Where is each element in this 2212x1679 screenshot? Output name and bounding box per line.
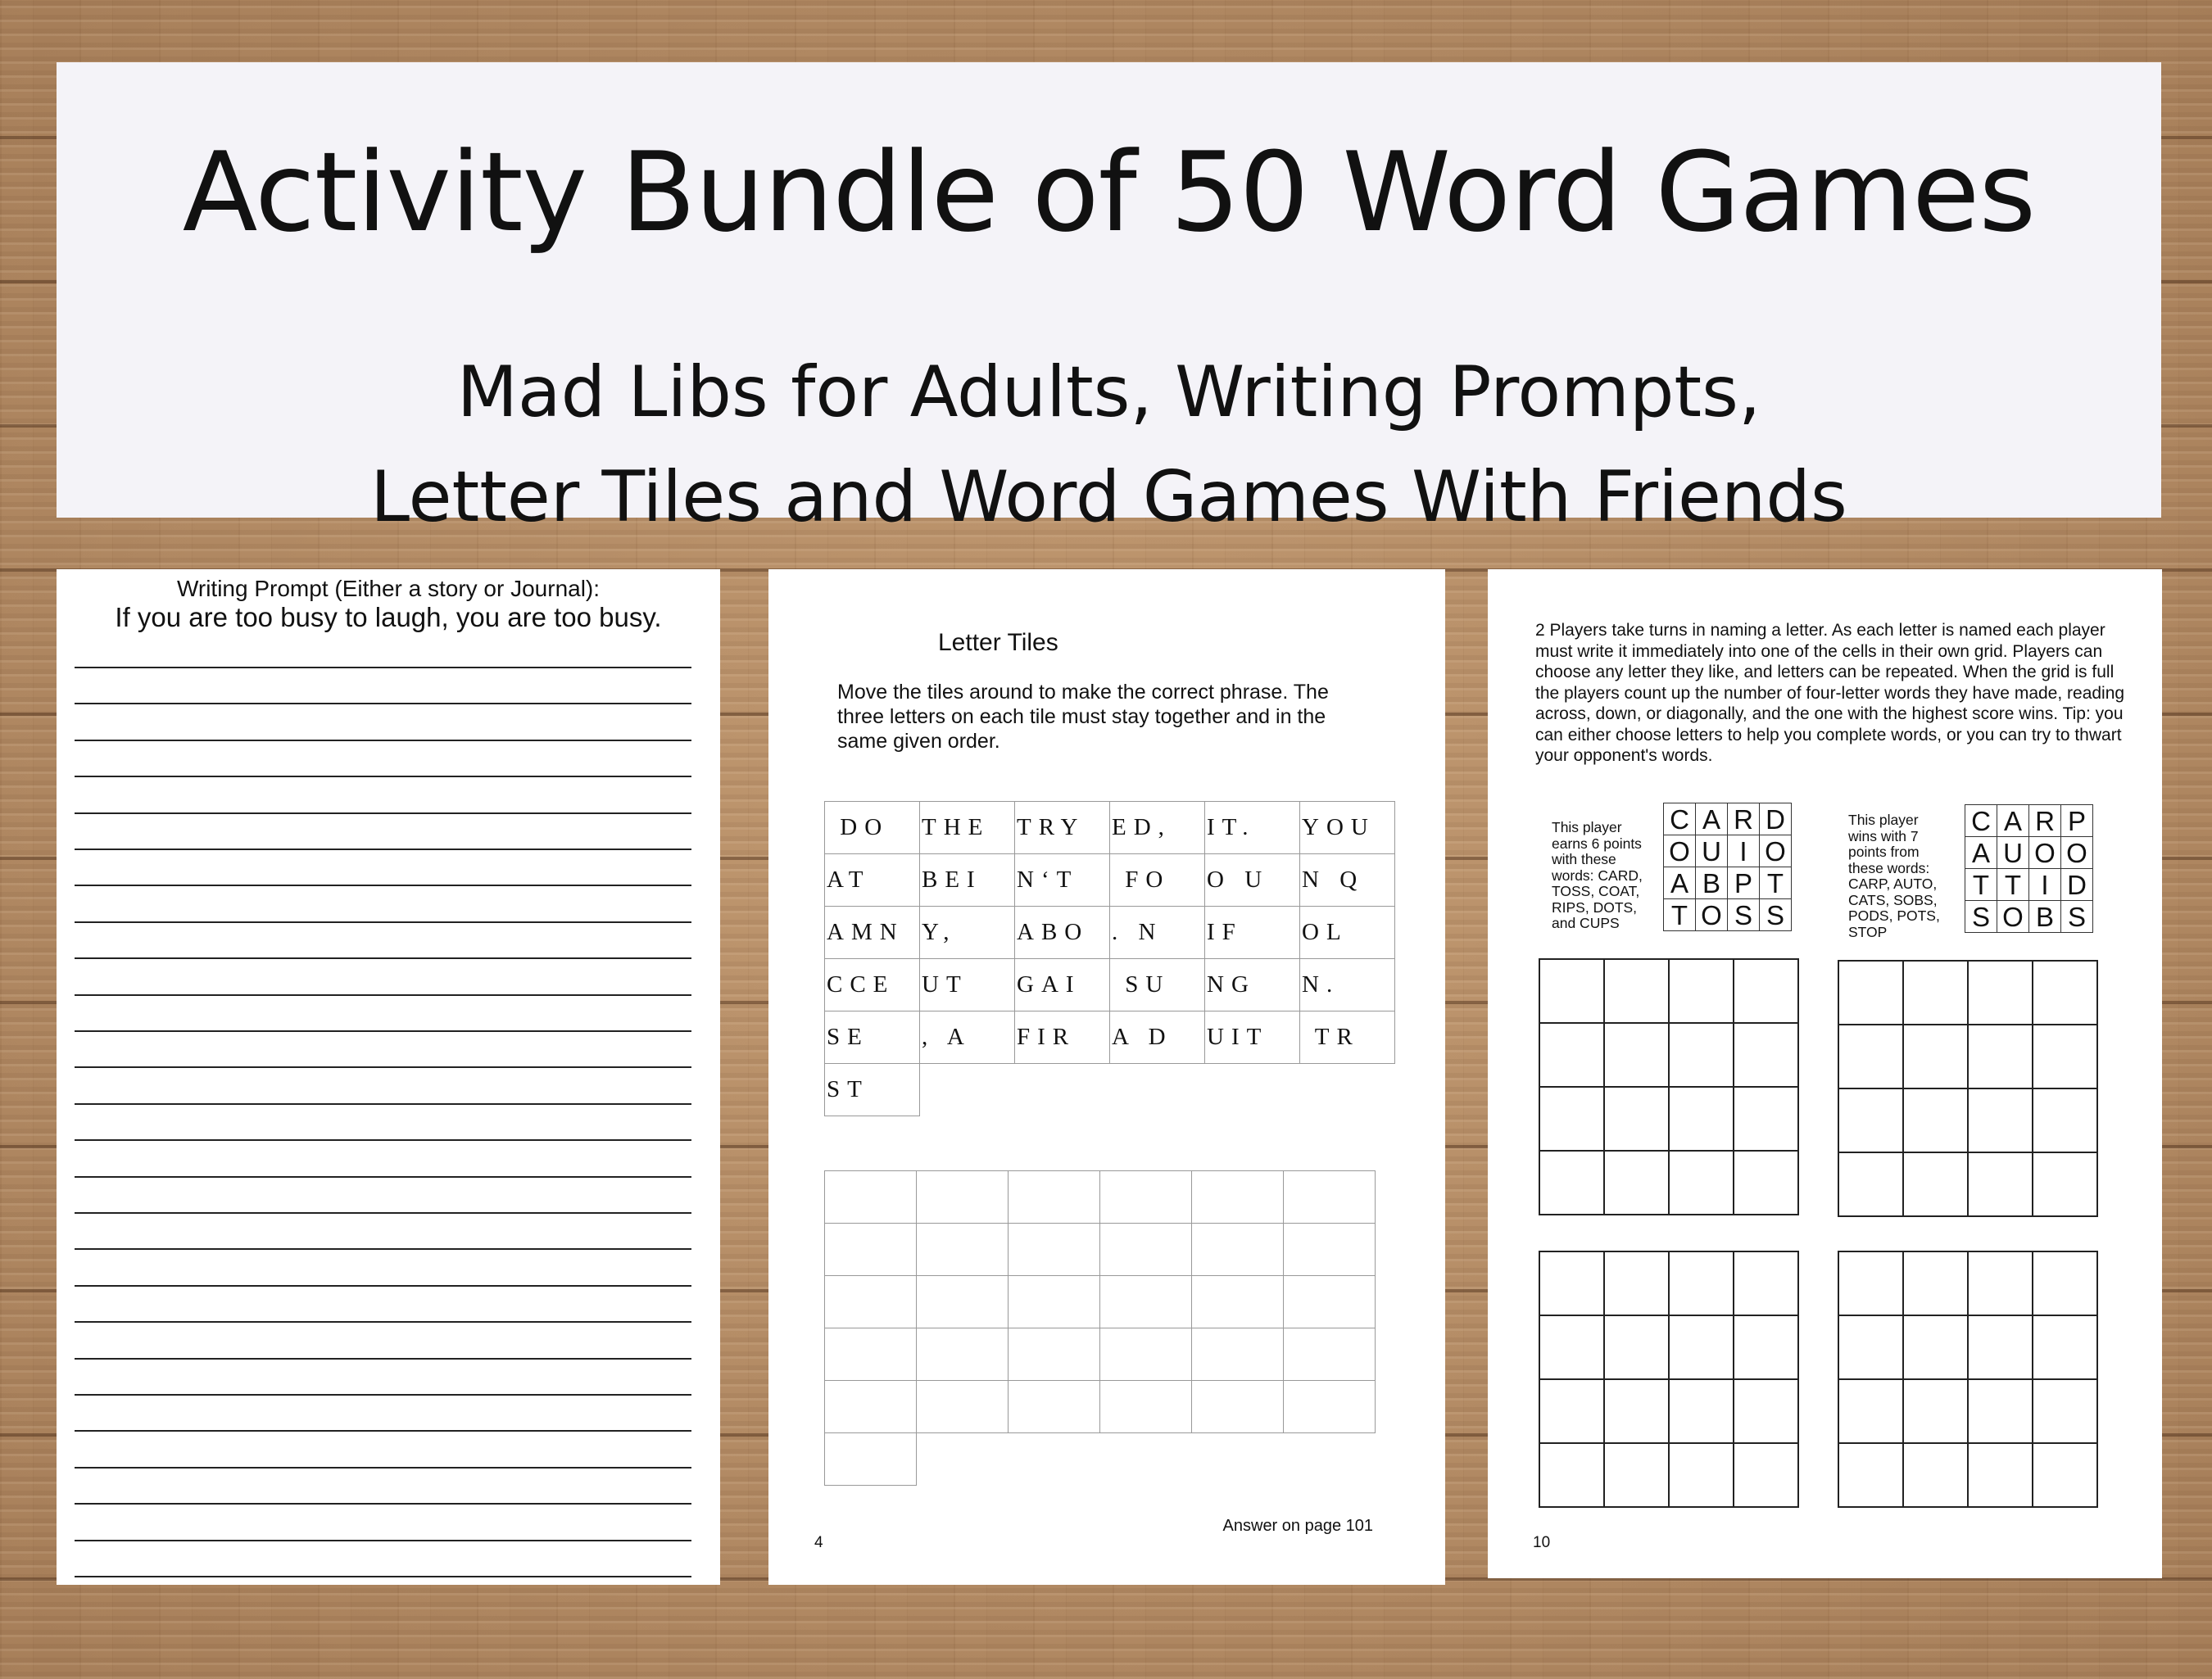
grid-cell [1903, 1025, 1968, 1088]
grid-cell [2033, 1152, 2097, 1216]
writing-line [75, 740, 691, 741]
example-row [1664, 835, 1792, 867]
letter-tile: Y, [920, 907, 1015, 959]
grid-cell [1838, 1152, 1903, 1216]
word-grid-game-page [1488, 569, 2162, 1578]
letter-tile: N‘T [1015, 854, 1110, 907]
grid-cell [1669, 1251, 1734, 1315]
tile-row [825, 854, 1395, 907]
writing-line [75, 812, 691, 814]
writing-line [75, 1139, 691, 1141]
letter-tiles-page [768, 569, 1445, 1585]
letter-tiles-instructions: Move the tiles around to make the correct phrase. The three letters on each tile must stay together and in the same given order. [837, 681, 1329, 753]
answer-cell [917, 1381, 1009, 1433]
answer-cell [1100, 1224, 1192, 1276]
letter-tiles-title: Letter Tiles [938, 629, 1058, 656]
answer-cell [1009, 1381, 1100, 1433]
grid-cell [1669, 1087, 1734, 1151]
answer-cell [825, 1381, 917, 1433]
answer-row [825, 1171, 1376, 1224]
grid-cell [1838, 1251, 1903, 1315]
example-letter-cell: O [1997, 901, 2029, 933]
letter-tile: CCE [825, 959, 920, 1011]
grid-cell [1539, 1087, 1604, 1151]
letter-tile: AT [825, 854, 920, 907]
subtitle-line-1: Mad Libs for Adults, Writing Prompts, [456, 351, 1761, 433]
grid-cell [1968, 1251, 2033, 1315]
answer-cell [1100, 1276, 1192, 1328]
writing-prompt-quote: If you are too busy to laugh, you are too busy. [115, 602, 662, 632]
grid-cell [2033, 1379, 2097, 1443]
grid-cell [1604, 1087, 1669, 1151]
tile-row [825, 907, 1395, 959]
answer-cell [1100, 1171, 1192, 1224]
example-letter-cell: T [1664, 899, 1696, 931]
example-letter-cell: S [1760, 899, 1792, 931]
grid-cell [1604, 1251, 1669, 1315]
grid-cell [1838, 1443, 1903, 1507]
answer-cell [825, 1224, 917, 1276]
grid-row [1539, 1251, 1798, 1315]
example-letter-cell: D [2061, 869, 2093, 901]
grid-cell [1734, 1443, 1798, 1507]
example-letter-cell: O [2061, 837, 2093, 869]
answer-cell [825, 1328, 917, 1381]
example-letter-cell: O [1696, 899, 1728, 931]
example-letter-cell: O [2029, 837, 2061, 869]
example-letter-cell: C [1965, 805, 1997, 837]
answer-cell [1192, 1276, 1284, 1328]
grid-cell [1734, 1251, 1798, 1315]
letter-tile: . N [1110, 907, 1205, 959]
answer-cell [1284, 1328, 1376, 1381]
example-letter-cell: I [1728, 835, 1760, 867]
letter-tile: SU [1110, 959, 1205, 1011]
example-1-caption: This player earns 6 points with these words: CARD, TOSS, COAT, RIPS, DOTS, and CUPS [1552, 819, 1643, 931]
grid-cell [1734, 1087, 1798, 1151]
answer-cell [825, 1171, 917, 1224]
page-number: 10 [1533, 1534, 1551, 1551]
tile-row [825, 959, 1395, 1011]
grid-cell [1838, 1379, 1903, 1443]
example-letter-cell: D [1760, 803, 1792, 835]
example-letter-cell: I [2029, 869, 2061, 901]
letter-tile: OL [1300, 907, 1395, 959]
writing-line [75, 1503, 691, 1505]
letter-tile: UT [920, 959, 1015, 1011]
grid-cell [1734, 959, 1798, 1023]
letter-tile: TRY [1015, 802, 1110, 854]
grid-cell [1968, 1379, 2033, 1443]
answer-cell [1192, 1328, 1284, 1381]
example-letter-cell: T [1965, 869, 1997, 901]
grid-cell [1968, 1443, 2033, 1507]
game-rules: 2 Players take turns in naming a letter. As each letter is named each player must write it immediately into one of the cells in their own grid. Players can choose any letter they like, and letters can be repeated. When the grid is full the players count up the number of four-letter words they have made, reading across, down, or diagonally, and the one with the highest score wins. Tip: you can either choose letters to help you complete words, or you can try to thwart your opponent's words. [1535, 621, 2125, 765]
letter-tile [1300, 1064, 1395, 1116]
example-letter-cell: U [1997, 837, 2029, 869]
letter-tile [920, 1064, 1015, 1116]
answer-cell [1100, 1381, 1192, 1433]
answer-cell [1284, 1276, 1376, 1328]
answer-cell [825, 1433, 917, 1486]
grid-cell [1734, 1151, 1798, 1215]
answer-row [825, 1433, 1376, 1486]
letter-tile: ST [825, 1064, 920, 1116]
example-letter-cell: A [1965, 837, 1997, 869]
letter-tile: , A [920, 1011, 1015, 1064]
example-row [1664, 899, 1792, 931]
answer-cell [917, 1328, 1009, 1381]
letter-tile: N. [1300, 959, 1395, 1011]
writing-line [75, 1467, 691, 1469]
letter-tile: FO [1110, 854, 1205, 907]
grid-cell [1903, 1315, 1968, 1379]
letter-tile: YOU [1300, 802, 1395, 854]
grid-cell [1968, 1025, 2033, 1088]
grid-cell [2033, 961, 2097, 1025]
grid-cell [1903, 961, 1968, 1025]
letter-tile: O U [1205, 854, 1300, 907]
grid-row [1838, 1251, 2097, 1315]
grid-cell [1539, 1443, 1604, 1507]
answer-row [825, 1224, 1376, 1276]
example-row [1965, 837, 2093, 869]
grid-cell [1669, 1023, 1734, 1087]
grid-row [1838, 1315, 2097, 1379]
answer-cell [1284, 1171, 1376, 1224]
grid-cell [1604, 1315, 1669, 1379]
grid-cell [1669, 1315, 1734, 1379]
grid-row [1838, 1379, 2097, 1443]
letter-tile: N Q [1300, 854, 1395, 907]
letter-tile: FIR [1015, 1011, 1110, 1064]
grid-cell [2033, 1315, 2097, 1379]
answer-cell [1009, 1224, 1100, 1276]
letter-tile: GAI [1015, 959, 1110, 1011]
player-grid-2 [1838, 960, 2098, 1217]
grid-row [1539, 1315, 1798, 1379]
example-row [1664, 803, 1792, 835]
grid-cell [2033, 1088, 2097, 1152]
grid-cell [1539, 1023, 1604, 1087]
grid-cell [1539, 1251, 1604, 1315]
writing-line [75, 1394, 691, 1396]
writing-line [75, 1358, 691, 1360]
example-letter-cell: S [2061, 901, 2093, 933]
grid-cell [1734, 1023, 1798, 1087]
grid-row [1539, 1379, 1798, 1443]
writing-line [75, 1066, 691, 1068]
letter-tile: IF [1205, 907, 1300, 959]
grid-row [1838, 1152, 2097, 1216]
grid-cell [1604, 1379, 1669, 1443]
grid-cell [1838, 1088, 1903, 1152]
answer-cell [1100, 1433, 1192, 1486]
grid-cell [1968, 1315, 2033, 1379]
example-row [1664, 867, 1792, 899]
letter-tile: AMN [825, 907, 920, 959]
example-letter-cell: B [1696, 867, 1728, 899]
player-grid-3 [1539, 1251, 1799, 1508]
grid-cell [1669, 1443, 1734, 1507]
grid-cell [1903, 1251, 1968, 1315]
grid-row [1539, 1087, 1798, 1151]
answer-cell [1009, 1171, 1100, 1224]
example-letter-cell: T [1760, 867, 1792, 899]
example-letter-cell: S [1728, 899, 1760, 931]
grid-cell [1539, 1315, 1604, 1379]
example-letter-cell: P [2061, 805, 2093, 837]
grid-cell [1968, 1088, 2033, 1152]
answer-cell [917, 1276, 1009, 1328]
letter-tile [1205, 1064, 1300, 1116]
tile-row [825, 1011, 1395, 1064]
writing-line [75, 1576, 691, 1577]
answer-cell [1192, 1224, 1284, 1276]
letter-tile: NG [1205, 959, 1300, 1011]
letter-tiles-grid [824, 801, 1395, 1116]
example-row [1965, 901, 2093, 933]
example-row [1965, 869, 2093, 901]
title-banner [57, 62, 2161, 538]
writing-line [75, 957, 691, 959]
writing-line [75, 703, 691, 704]
grid-cell [1734, 1379, 1798, 1443]
grid-cell [2033, 1443, 2097, 1507]
writing-line [75, 667, 691, 668]
letter-tile: SE [825, 1011, 920, 1064]
example-letter-cell: S [1965, 901, 1997, 933]
grid-row [1539, 1443, 1798, 1507]
grid-cell [1669, 959, 1734, 1023]
grid-row [1838, 1025, 2097, 1088]
letter-tile: DO [825, 802, 920, 854]
grid-cell [1903, 1152, 1968, 1216]
writing-line [75, 885, 691, 886]
writing-line [75, 1030, 691, 1032]
example-2-grid [1965, 804, 2093, 933]
answer-cell [1284, 1224, 1376, 1276]
player-grid-4 [1838, 1251, 2098, 1508]
writing-line [75, 994, 691, 996]
answer-cell [1009, 1328, 1100, 1381]
grid-cell [1604, 1023, 1669, 1087]
letter-tile [1015, 1064, 1110, 1116]
grid-cell [1539, 1151, 1604, 1215]
grid-cell [1838, 961, 1903, 1025]
grid-cell [1734, 1315, 1798, 1379]
main-title: Activity Bundle of 50 Word Games [182, 129, 2036, 256]
writing-line [75, 1103, 691, 1105]
writing-line [75, 1212, 691, 1214]
writing-line [75, 1321, 691, 1323]
answer-row [825, 1276, 1376, 1328]
grid-cell [1669, 1151, 1734, 1215]
letter-tile: ED, [1110, 802, 1205, 854]
grid-cell [1968, 961, 2033, 1025]
answer-cell [917, 1433, 1009, 1486]
letter-tile: IT. [1205, 802, 1300, 854]
example-letter-cell: P [1728, 867, 1760, 899]
letter-tile: BEI [920, 854, 1015, 907]
grid-cell [1903, 1379, 1968, 1443]
grid-cell [2033, 1025, 2097, 1088]
answer-row [825, 1328, 1376, 1381]
answer-cell [917, 1224, 1009, 1276]
grid-cell [1604, 1151, 1669, 1215]
grid-cell [1539, 1379, 1604, 1443]
tile-row [825, 1064, 1395, 1116]
example-letter-cell: U [1696, 835, 1728, 867]
tile-row [825, 802, 1395, 854]
example-2-caption: This player wins with 7 points from these words: CARP, AUTO, CATS, SOBS, PODS, POTS, STOP [1848, 812, 1940, 940]
grid-row [1539, 959, 1798, 1023]
answer-note: Answer on page 101 [1222, 1517, 1373, 1535]
example-letter-cell: T [1997, 869, 2029, 901]
answer-cell [1284, 1381, 1376, 1433]
letter-tile: UIT [1205, 1011, 1300, 1064]
letter-tile: ABO [1015, 907, 1110, 959]
answer-cell [825, 1276, 917, 1328]
letter-tile: A D [1110, 1011, 1205, 1064]
example-letter-cell: C [1664, 803, 1696, 835]
writing-line [75, 921, 691, 923]
letter-tile: TR [1300, 1011, 1395, 1064]
grid-cell [2033, 1251, 2097, 1315]
grid-cell [1669, 1379, 1734, 1443]
letter-tile [1110, 1064, 1205, 1116]
example-row [1965, 805, 2093, 837]
answer-cell [917, 1171, 1009, 1224]
grid-cell [1903, 1443, 1968, 1507]
answer-cell [1284, 1433, 1376, 1486]
example-letter-cell: R [1728, 803, 1760, 835]
grid-cell [1838, 1025, 1903, 1088]
answer-cell [1009, 1433, 1100, 1486]
grid-cell [1604, 959, 1669, 1023]
answer-cell [1192, 1381, 1284, 1433]
answer-cell [1192, 1171, 1284, 1224]
grid-row [1838, 961, 2097, 1025]
example-letter-cell: O [1664, 835, 1696, 867]
grid-cell [1903, 1088, 1968, 1152]
answer-cell [1100, 1328, 1192, 1381]
page-number: 4 [814, 1534, 823, 1551]
grid-row [1539, 1151, 1798, 1215]
answer-cell [1009, 1276, 1100, 1328]
writing-line [75, 1430, 691, 1432]
example-letter-cell: R [2029, 805, 2061, 837]
grid-row [1539, 1023, 1798, 1087]
example-1-grid [1663, 803, 1792, 931]
writing-line [75, 1176, 691, 1178]
answer-cell [1192, 1433, 1284, 1486]
subtitle-line-2: Letter Tiles and Word Games With Friends [370, 456, 1847, 538]
example-letter-cell: A [1997, 805, 2029, 837]
writing-prompt-heading: Writing Prompt (Either a story or Journal): [176, 576, 601, 601]
letter-tile: THE [920, 802, 1015, 854]
example-letter-cell: O [1760, 835, 1792, 867]
example-letter-cell: B [2029, 901, 2061, 933]
grid-row [1838, 1443, 2097, 1507]
grid-cell [1604, 1443, 1669, 1507]
example-letter-cell: A [1696, 803, 1728, 835]
writing-prompt-page [57, 569, 720, 1585]
writing-line [75, 776, 691, 777]
answer-row [825, 1381, 1376, 1433]
grid-cell [1838, 1315, 1903, 1379]
writing-line [75, 1248, 691, 1250]
grid-row [1838, 1088, 2097, 1152]
writing-line [75, 1285, 691, 1287]
grid-cell [1539, 959, 1604, 1023]
answer-grid [824, 1170, 1376, 1486]
writing-line [75, 849, 691, 850]
example-letter-cell: A [1664, 867, 1696, 899]
writing-line [75, 1540, 691, 1541]
player-grid-1 [1539, 958, 1799, 1215]
grid-cell [1968, 1152, 2033, 1216]
